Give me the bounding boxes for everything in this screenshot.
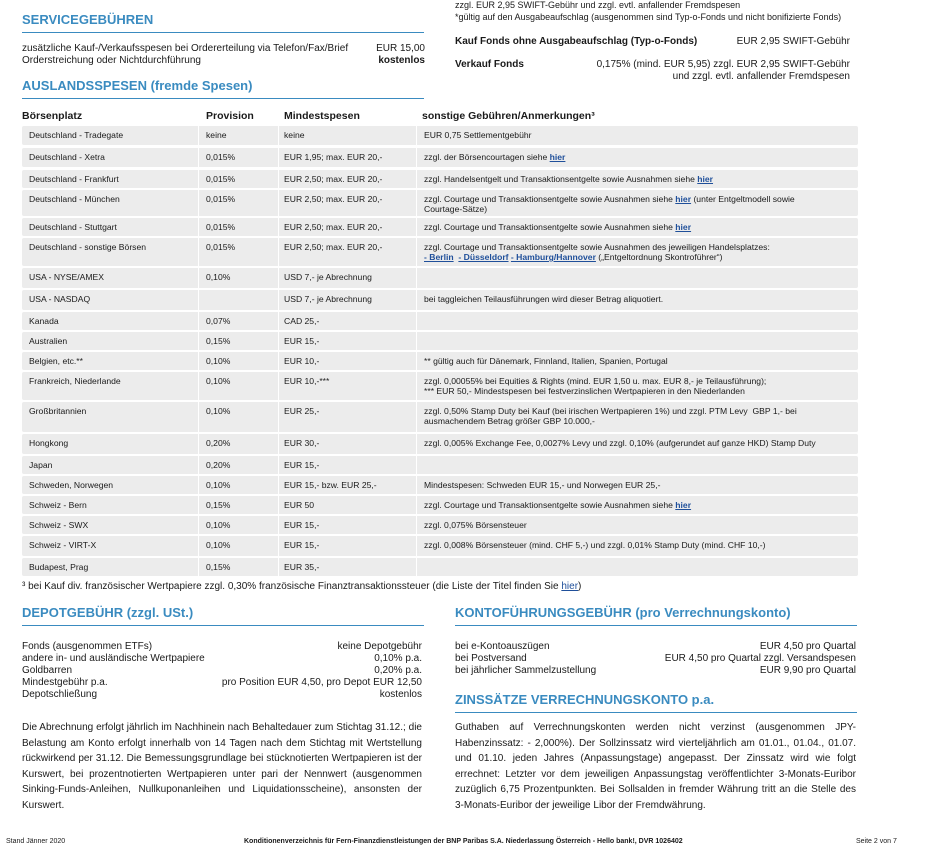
cell-place: Deutschland - sonstige Börsen (29, 242, 147, 252)
cell-min: EUR 15,- bzw. EUR 25,- (284, 480, 377, 490)
note-text: zzgl. 0,00055% bei Equities & Rights (mind. EUR 1,50 u. max. EUR 8,- je Teilausführung); (424, 376, 767, 386)
table-row (22, 516, 858, 534)
note-link[interactable]: - Berlin (424, 252, 454, 262)
column-divider (198, 126, 199, 145)
foreign-rule (22, 98, 424, 99)
note-text: zzgl. 0,50% Stamp Duty bei Kauf (bei irischen Wertpapieren 1%) und zzgl. PTM Levy GBP 1,- bei (424, 406, 797, 416)
column-divider (278, 558, 279, 576)
note-line (424, 438, 816, 448)
note-line (424, 356, 668, 366)
note-line (424, 152, 565, 162)
column-divider (416, 190, 417, 216)
column-divider (278, 476, 279, 494)
cell-place: Kanada (29, 316, 59, 326)
cell-notes (424, 190, 795, 214)
table-row (22, 456, 858, 474)
fund-buy-label: Kauf Fonds ohne Ausgabeaufschlag (Typ-o-Fonds) (455, 36, 698, 47)
interest-rule (455, 712, 857, 713)
note-line (424, 174, 713, 184)
table-row (22, 238, 858, 266)
cell-min: EUR 15,- (284, 540, 320, 550)
column-divider (278, 170, 279, 188)
cell-notes (424, 290, 663, 304)
cell-min: CAD 25,- (284, 316, 320, 326)
cell-min: EUR 1,95; max. EUR 20,- (284, 152, 383, 162)
note-text: zzgl. Courtage und Transaktionsentgelte sowie Ausnahmen siehe (424, 194, 676, 204)
cell-provision: 0,10% (206, 540, 231, 550)
cell-notes (424, 218, 691, 232)
note-text: EUR 0,75 Settlementgebühr (424, 130, 532, 140)
cell-min: EUR 15,- (284, 520, 320, 530)
column-divider (416, 148, 417, 167)
service-rows (22, 43, 425, 66)
note-line (424, 406, 797, 416)
cell-place: Deutschland - Xetra (29, 152, 105, 162)
footer-right: Seite 2 von 7 (856, 838, 897, 845)
table-row (22, 126, 858, 145)
cell-place: Deutschland - Stuttgart (29, 222, 117, 232)
column-divider (198, 312, 199, 330)
cell-provision: keine (206, 130, 227, 140)
cell-provision: 0,015% (206, 222, 236, 232)
cell-min: EUR 25,- (284, 406, 320, 416)
foreign-footnote (22, 581, 581, 592)
note-line (424, 222, 691, 232)
cell-notes (424, 126, 532, 140)
account-row: bei Postversand EUR 4,50 pro Quartal zzgl. Versandspesen (455, 653, 856, 664)
cell-place: Frankreich, Niederlande (29, 376, 121, 386)
note-line (424, 386, 766, 396)
table-row (22, 170, 858, 188)
account-heading: KONTOFÜHRUNGSGEBÜHR (pro Verrechnungskonto) (455, 605, 791, 620)
cell-place: Belgien, etc.** (29, 356, 83, 366)
note-text: zzgl. 0,008% Börsensteuer (mind. CHF 5,-) und zzgl. 0,01% Stamp Duty (mind. CHF 10,-) (424, 540, 766, 550)
column-divider (198, 332, 199, 350)
cell-provision: 0,07% (206, 316, 231, 326)
column-divider (198, 238, 199, 266)
note-line (424, 194, 795, 204)
depot-row: Goldbarren 0,20% p.a. (22, 665, 422, 676)
cell-place: Hongkong (29, 438, 69, 448)
cell-notes (424, 170, 713, 184)
column-divider (278, 148, 279, 167)
cell-provision: 0,10% (206, 376, 231, 386)
service-label: zusätzliche Kauf-/Verkaufsspesen bei Ordererteilung via Telefon/Fax/Brief (22, 43, 349, 54)
foreign-table-header (22, 110, 858, 124)
note-text: Courtage-Sätze) (424, 204, 488, 214)
cell-min: EUR 2,50; max. EUR 20,- (284, 194, 383, 204)
footer-left: Stand Jänner 2020 (6, 838, 66, 845)
note-line (424, 540, 766, 550)
note-link[interactable]: - Hamburg/Hannover (510, 252, 596, 262)
column-divider (416, 476, 417, 494)
column-divider (416, 290, 417, 310)
note-text: Mindestspesen: Schweden EUR 15,- und Norwegen EUR 25,- (424, 480, 661, 490)
note-line (424, 130, 532, 140)
column-divider (416, 402, 417, 432)
cell-place: Deutschland - München (29, 194, 120, 204)
cell-notes (424, 476, 660, 490)
column-divider (198, 496, 199, 514)
table-row (22, 352, 858, 370)
cell-min: EUR 2,50; max. EUR 20,- (284, 242, 383, 252)
note-line (424, 252, 770, 262)
note-line (424, 294, 663, 304)
column-divider (278, 332, 279, 350)
cell-min: EUR 15,- (284, 336, 320, 346)
column-divider (278, 238, 279, 266)
cell-notes (424, 402, 797, 426)
note-text: („Entgeltordnung Skontroführer“) (595, 252, 723, 262)
depot-row: Mindestgebühr p.a. pro Position EUR 4,50, pro Depot EUR 12,50 (22, 677, 422, 688)
table-row (22, 476, 858, 494)
column-divider (198, 476, 199, 494)
cell-notes (424, 536, 766, 550)
column-divider (198, 268, 199, 288)
note-link[interactable]: hier (549, 152, 566, 162)
table-row (22, 218, 858, 236)
note-text: zzgl. Courtage und Transaktionsentgelte sowie Ausnahmen des jeweiligen Handelsplatzes: (424, 242, 770, 252)
note-text: zzgl. Handelsentgelt und Transaktionsentgelte sowie Ausnahmen siehe (424, 174, 698, 184)
cell-notes (424, 352, 668, 366)
note-line (424, 376, 766, 386)
note-line (424, 520, 527, 530)
column-divider (278, 496, 279, 514)
service-row-phone (22, 43, 425, 54)
funds-top-line2: *gültig auf den Ausgabeaufschlag (ausgenommen sind Typ-o-Fonds und nicht bonifizierte Fonds) (455, 12, 842, 22)
service-rule (22, 32, 424, 33)
column-divider (198, 536, 199, 556)
depot-paragraph: Die Abrechnung erfolgt jährlich im Nachhinein nach Behaltedauer zum Stichtag 31.12.; die Belastung am Konto erfolgt innerhalb von 14 Tagen nach dem Stichtag mit Wertstellung rückwirkend per 31.12. Die Bemessungsgrundlage bei stücknotierten Wertpapieren ist der Kurswert, bei prozentnotierten Wertpapieren unter pari der Nennwert (ausgenommen Sinking-Funds-Anleihen, Nullkuponanleihen und Liquidationsscheine), ansonsten der Kurswert. (22, 722, 422, 811)
cell-min: USD 7,- je Abrechnung (284, 294, 372, 304)
column-divider (278, 312, 279, 330)
note-text: ausmachendem Betrag größer GBP 10.000,- (424, 416, 595, 426)
cell-provision: 0,10% (206, 520, 231, 530)
table-row (22, 190, 858, 216)
cell-place: Schweiz - Bern (29, 500, 87, 510)
cell-provision: 0,15% (206, 562, 231, 572)
table-row (22, 434, 858, 454)
cell-min: EUR 35,- (284, 562, 320, 572)
cell-provision: 0,15% (206, 500, 231, 510)
cell-provision: 0,015% (206, 242, 236, 252)
cell-provision: 0,015% (206, 174, 236, 184)
cell-place: Deutschland - Tradegate (29, 130, 124, 140)
depot-heading: DEPOTGEBÜHR (zzgl. USt.) (22, 605, 194, 620)
cell-provision: 0,20% (206, 438, 231, 448)
note-line (424, 416, 797, 426)
column-divider (278, 126, 279, 145)
table-row (22, 402, 858, 432)
cell-provision: 0,15% (206, 336, 231, 346)
service-row-cancel (22, 55, 425, 66)
column-divider (198, 290, 199, 310)
fund-sell-label: Verkauf Fonds (455, 59, 524, 70)
footer-center: Konditionenverzeichnis für Fern-Finanzdienstleistungen der BNP Paribas S.A. Niederlassung Österreich - Hello bank!, DVR 1026402 (244, 838, 683, 845)
cell-place: Schweden, Norwegen (29, 480, 114, 490)
table-row (22, 312, 858, 330)
cell-place: USA - NYSE/AMEX (29, 272, 104, 282)
cell-place: Budapest, Prag (29, 562, 89, 572)
funds-top-line1: zzgl. EUR 2,95 SWIFT-Gebühr und zzgl. evtl. anfallender Fremdspesen (455, 0, 741, 10)
cell-provision: 0,015% (206, 152, 236, 162)
service-value: EUR 15,00 (376, 43, 425, 54)
note-link[interactable]: hier (675, 222, 692, 232)
note-link[interactable]: hier (675, 194, 692, 204)
depot-row: Depotschließung kostenlos (22, 689, 422, 700)
col-header-provision: Provision (206, 110, 254, 122)
cell-min: EUR 2,50; max. EUR 20,- (284, 174, 383, 184)
cell-provision: 0,015% (206, 194, 236, 204)
cell-provision: 0,10% (206, 406, 231, 416)
column-divider (416, 558, 417, 576)
note-line (424, 500, 691, 510)
column-divider (416, 516, 417, 534)
cell-place: USA - NASDAQ (29, 294, 91, 304)
cell-notes (424, 496, 691, 510)
cell-place: Deutschland - Frankfurt (29, 174, 119, 184)
foreign-heading: AUSLANDSSPESEN (fremde Spesen) (22, 78, 253, 93)
column-divider (416, 536, 417, 556)
note-link[interactable]: hier (697, 174, 714, 184)
column-divider (278, 456, 279, 474)
cell-place: Schweiz - SWX (29, 520, 89, 530)
col-header-place: Börsenplatz (22, 110, 83, 122)
note-text: bei taggleichen Teilausführungen wird dieser Betrag aliquotiert. (424, 294, 664, 304)
fund-sell-value2: und zzgl. evtl. anfallender Fremdspesen (672, 71, 850, 82)
depot-row: Fonds (ausgenommen ETFs) keine Depotgebühr (22, 641, 422, 652)
fund-sell-value1: 0,175% (mind. EUR 5,95) zzgl. EUR 2,95 SWIFT-Gebühr (596, 59, 850, 70)
column-divider (278, 402, 279, 432)
table-row (22, 372, 858, 400)
column-divider (416, 332, 417, 350)
depot-rows (22, 641, 422, 701)
column-divider (278, 290, 279, 310)
cell-place: Australien (29, 336, 68, 346)
column-divider (278, 372, 279, 400)
cell-min: EUR 2,50; max. EUR 20,- (284, 222, 383, 232)
interest-paragraph: Guthaben auf Verrechnungskonten werden nicht verzinst (ausgenommen JPY-Habenzinssatz: - 2,000%). Der Sollzinssatz wird vierteljährlich am 01.01., 01.04., 01.07. und 01.10. jeden Jahres (Anpassungstage) angepasst. Der Zinssatz wird wie folgt errechnet: Letzter vor dem jeweiligen Anpassungstag veröffentlichter 3-Monats-Euribor zuzüglich 6,75 Prozentpunkten. Bei Sollsalden in fremder Währung tritt an die Stelle des 3-Monats-Euribor der jeweilige Libor der Fremdwährung. (455, 722, 856, 811)
table-row (22, 496, 858, 514)
cell-min: USD 7,- je Abrechnung (284, 272, 372, 282)
cell-notes (424, 434, 816, 448)
account-row: bei e-Kontoauszügen EUR 4,50 pro Quartal (455, 641, 856, 652)
fund-buy-value: EUR 2,95 SWIFT-Gebühr (736, 36, 850, 47)
service-value: kostenlos (378, 55, 425, 66)
column-divider (198, 434, 199, 454)
note-link[interactable]: - Düsseldorf (458, 252, 509, 262)
cell-place: Schweiz - VIRT-X (29, 540, 97, 550)
column-divider (198, 170, 199, 188)
interest-heading: ZINSSÄTZE VERRECHNUNGSKONTO p.a. (455, 692, 715, 707)
column-divider (198, 352, 199, 370)
column-divider (416, 496, 417, 514)
col-header-min: Mindestspesen (284, 110, 360, 122)
service-heading: SERVICEGEBÜHREN (22, 12, 154, 27)
column-divider (416, 434, 417, 454)
cell-min: EUR 30,- (284, 438, 320, 448)
column-divider (278, 352, 279, 370)
column-divider (416, 268, 417, 288)
footnote-text: ³ bei Kauf div. französischer Wertpapiere zzgl. 0,30% französische Finanztransaktionssteuer (die Liste der Titel finden Sie (22, 581, 562, 592)
note-text: zzgl. 0,005% Exchange Fee, 0,0027% Levy und zzgl. 0,10% (aufgerundet auf ganze HKD) Stamp Duty (424, 438, 816, 448)
account-rows (455, 641, 856, 677)
cell-place: Japan (29, 460, 53, 470)
table-row (22, 148, 858, 167)
column-divider (198, 372, 199, 400)
column-divider (198, 218, 199, 236)
column-divider (198, 558, 199, 576)
footnote-end: ) (578, 581, 582, 592)
column-divider (278, 268, 279, 288)
column-divider (416, 456, 417, 474)
depot-rule (22, 625, 424, 626)
col-header-notes: sonstige Gebühren/Anmerkungen³ (422, 110, 595, 122)
service-label: Orderstreichung oder Nichtdurchführung (22, 55, 201, 66)
note-text: (unter Entgeltmodell sowie (691, 194, 795, 204)
column-divider (416, 218, 417, 236)
note-text: zzgl. 0,075% Börsensteuer (424, 520, 527, 530)
column-divider (278, 218, 279, 236)
note-text: zzgl. der Börsencourtagen siehe (424, 152, 550, 162)
column-divider (416, 170, 417, 188)
cell-min: EUR 10,-*** (284, 376, 330, 386)
cell-provision: 0,10% (206, 272, 231, 282)
column-divider (416, 352, 417, 370)
column-divider (416, 238, 417, 266)
column-divider (278, 536, 279, 556)
table-row (22, 332, 858, 350)
depot-row: andere in- und ausländische Wertpapiere 0,10% p.a. (22, 653, 422, 664)
cell-notes (424, 148, 565, 162)
note-line (424, 204, 795, 214)
column-divider (416, 312, 417, 330)
column-divider (416, 372, 417, 400)
note-text: zzgl. Courtage und Transaktionsentgelte sowie Ausnahmen siehe (424, 500, 676, 510)
column-divider (416, 126, 417, 145)
cell-provision: 0,10% (206, 480, 231, 490)
note-line (424, 480, 660, 490)
column-divider (198, 190, 199, 216)
table-row (22, 290, 858, 310)
cell-min: EUR 10,- (284, 356, 320, 366)
table-row (22, 536, 858, 556)
account-row: bei jährlicher Sammelzustellung EUR 9,90 pro Quartal (455, 665, 856, 676)
table-row (22, 268, 858, 288)
column-divider (278, 190, 279, 216)
note-text: *** EUR 50,- Mindestspesen bei festverzinslichen Wertpapieren in den Niederlanden (424, 386, 745, 396)
note-link[interactable]: hier (675, 500, 692, 510)
cell-provision: 0,20% (206, 460, 231, 470)
cell-provision: 0,10% (206, 356, 231, 366)
column-divider (198, 456, 199, 474)
cell-min: keine (284, 130, 305, 140)
cell-place: Großbritannien (29, 406, 87, 416)
note-line (424, 242, 770, 252)
column-divider (278, 434, 279, 454)
footnote-link[interactable]: hier (561, 581, 579, 592)
note-text: zzgl. Courtage und Transaktionsentgelte sowie Ausnahmen siehe (424, 222, 676, 232)
cell-notes (424, 238, 770, 262)
cell-notes (424, 372, 766, 396)
account-rule (455, 625, 857, 626)
table-row (22, 558, 858, 576)
cell-notes (424, 516, 527, 530)
note-text: ** gültig auch für Dänemark, Finnland, Italien, Spanien, Portugal (424, 356, 668, 366)
cell-min: EUR 50 (284, 500, 315, 510)
column-divider (198, 402, 199, 432)
column-divider (198, 516, 199, 534)
column-divider (278, 516, 279, 534)
column-divider (198, 148, 199, 167)
cell-min: EUR 15,- (284, 460, 320, 470)
